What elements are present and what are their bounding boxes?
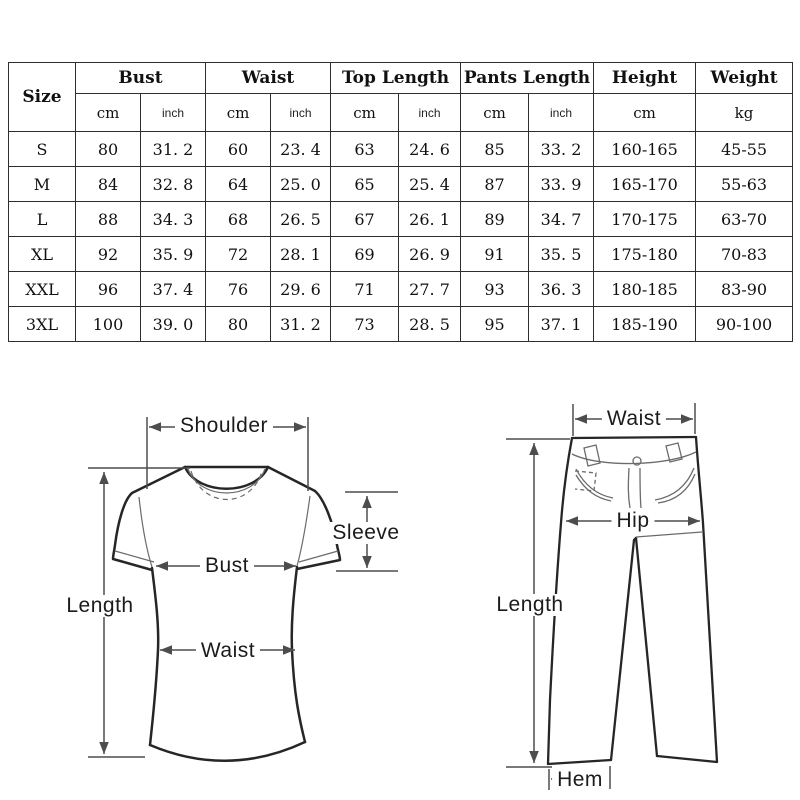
pants-hip-label: Hip [611,510,654,532]
value-cell: 32. 8 [141,167,206,202]
value-cell: 26. 9 [399,237,461,272]
value-cell: 71 [331,272,399,307]
tshirt-outline [113,467,340,761]
value-cell: 80 [206,307,271,342]
unit-pants-inch: inch [529,94,594,132]
unit-waist-inch: inch [271,94,331,132]
value-cell: 170-175 [594,202,696,237]
value-cell: 95 [461,307,529,342]
unit-weight-kg: kg [696,94,793,132]
value-cell: 185-190 [594,307,696,342]
value-cell: 24. 6 [399,132,461,167]
value-cell: 69 [331,237,399,272]
shirt-sleeve-label: Sleeve [327,522,404,544]
size-chart-table [8,62,793,342]
value-cell: 175-180 [594,237,696,272]
value-cell: 165-170 [594,167,696,202]
value-cell: 91 [461,237,529,272]
value-cell: 27. 7 [399,272,461,307]
value-cell: 160-165 [594,132,696,167]
value-cell: 33. 2 [529,132,594,167]
unit-pants-cm: cm [461,94,529,132]
value-cell: 64 [206,167,271,202]
value-cell: 73 [331,307,399,342]
measurement-diagram [0,385,800,800]
value-cell: 72 [206,237,271,272]
col-header-size: Size [9,63,76,132]
header-row-units [9,94,793,132]
value-cell: 28. 1 [271,237,331,272]
header-row-groups [9,63,793,94]
shirt-length-label: Length [61,595,138,617]
col-header-weight: Weight [696,63,793,94]
unit-height-cm: cm [594,94,696,132]
col-header-top-length: Top Length [331,63,461,94]
pants-length-label: Length [491,594,568,616]
value-cell: 100 [76,307,141,342]
size-table-row [9,132,793,167]
value-cell: 31. 2 [141,132,206,167]
value-cell: 37. 4 [141,272,206,307]
col-header-height: Height [594,63,696,94]
value-cell: 60 [206,132,271,167]
value-cell: 67 [331,202,399,237]
value-cell: 88 [76,202,141,237]
value-cell: 89 [461,202,529,237]
value-cell: 80 [76,132,141,167]
value-cell: 180-185 [594,272,696,307]
value-cell: 28. 5 [399,307,461,342]
value-cell: 33. 9 [529,167,594,202]
value-cell: 39. 0 [141,307,206,342]
value-cell: 70-83 [696,237,793,272]
shirt-shoulder-label: Shoulder [175,415,273,437]
size-cell: L [9,202,76,237]
value-cell: 23. 4 [271,132,331,167]
unit-top-inch: inch [399,94,461,132]
shirt-waist-label: Waist [196,640,260,662]
unit-bust-cm: cm [76,94,141,132]
value-cell: 45-55 [696,132,793,167]
value-cell: 26. 5 [271,202,331,237]
value-cell: 87 [461,167,529,202]
size-table-body [9,132,793,342]
value-cell: 63 [331,132,399,167]
size-table-row [9,237,793,272]
value-cell: 34. 7 [529,202,594,237]
size-cell: XXL [9,272,76,307]
col-header-waist: Waist [206,63,331,94]
value-cell: 93 [461,272,529,307]
value-cell: 36. 3 [529,272,594,307]
value-cell: 76 [206,272,271,307]
size-cell: 3XL [9,307,76,342]
value-cell: 92 [76,237,141,272]
size-table-row [9,272,793,307]
col-header-bust: Bust [76,63,206,94]
value-cell: 35. 5 [529,237,594,272]
value-cell: 63-70 [696,202,793,237]
value-cell: 34. 3 [141,202,206,237]
unit-bust-inch: inch [141,94,206,132]
size-cell: S [9,132,76,167]
value-cell: 25. 0 [271,167,331,202]
value-cell: 29. 6 [271,272,331,307]
shirt-bust-label: Bust [200,555,254,577]
value-cell: 85 [461,132,529,167]
value-cell: 35. 9 [141,237,206,272]
value-cell: 68 [206,202,271,237]
value-cell: 84 [76,167,141,202]
value-cell: 65 [331,167,399,202]
pants-waist-label: Waist [602,408,666,430]
unit-waist-cm: cm [206,94,271,132]
col-header-pants-length: Pants Length [461,63,594,94]
value-cell: 37. 1 [529,307,594,342]
value-cell: 25. 4 [399,167,461,202]
size-table-row [9,307,793,342]
value-cell: 55-63 [696,167,793,202]
size-table-row [9,202,793,237]
size-table-row [9,167,793,202]
size-cell: XL [9,237,76,272]
value-cell: 83-90 [696,272,793,307]
pants-hem-label: Hem [552,769,608,791]
value-cell: 31. 2 [271,307,331,342]
unit-top-cm: cm [331,94,399,132]
value-cell: 96 [76,272,141,307]
value-cell: 90-100 [696,307,793,342]
size-cell: M [9,167,76,202]
value-cell: 26. 1 [399,202,461,237]
pants-outline [548,437,717,764]
garment-drawing [0,385,800,800]
